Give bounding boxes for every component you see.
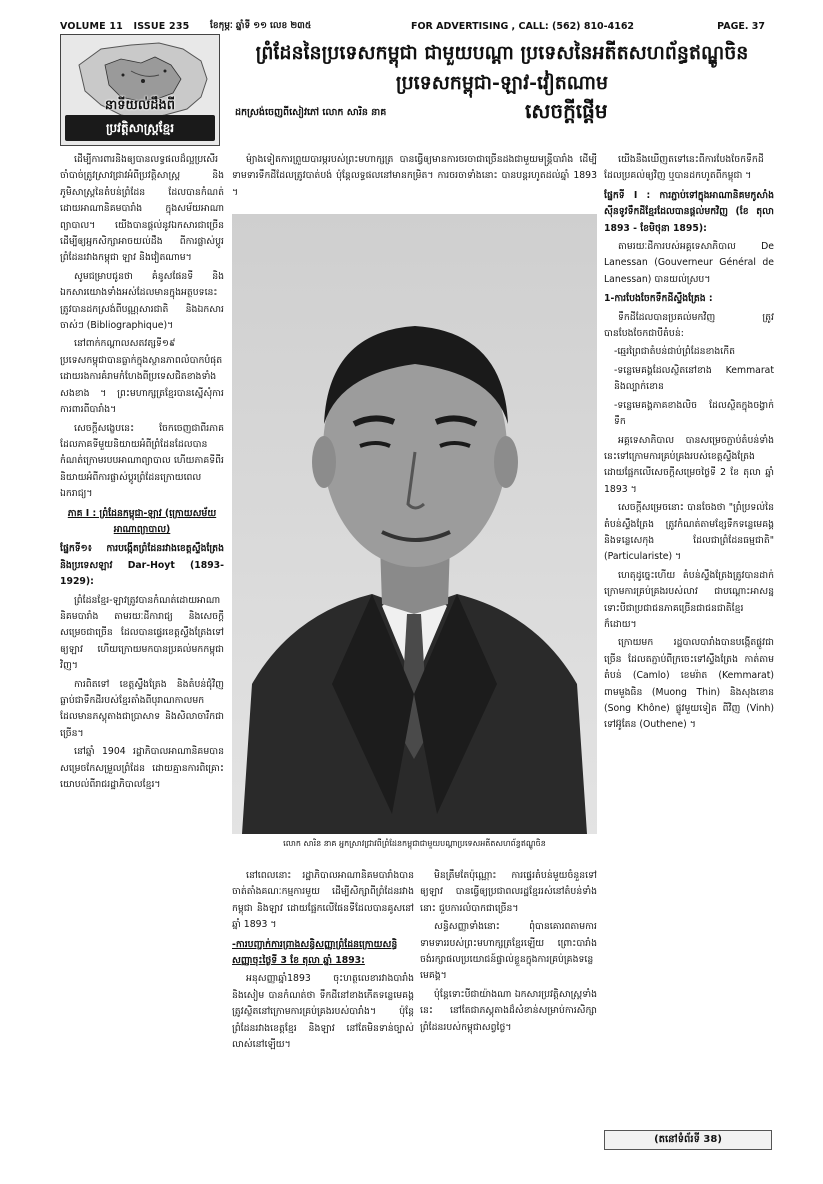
volume-number: VOLUME 11 [60,20,123,32]
page-header [60,18,765,34]
issue-number: ISSUE 235 [133,20,190,32]
photo-caption: លោក សារិន នាគ អ្នកស្រាវជ្រាវពីព្រំដែនកម្ពុជាជាមួយបណ្តាប្រទេសអតីតសហព័ន្ធឥណ្ឌូចិន [283,839,546,848]
section-heading: -ការបញ្ជាក់ការព្រាងសន្ធិសញ្ញាព្រំដែនក្រោយសន្ធិសញ្ញាចុះថ្ងៃទី 3 ខែ តុលា ឆ្នាំ 1893: [232,938,398,967]
paragraph: អនុសញ្ញាឆ្នាំ1893 ចុះហត្ថលេខារវាងបារាំង និងសៀម បានកំណត់ថា ទឹកដីនៅខាងកើតទន្លេមេគង្គ ត្រូវស្ថិតនៅក្រោមការគ្រប់គ្រងរបស់បារាំង។ ប៉ុន្តែព្រំដែនរវាងខេត្តខ្មែរ និងឡាវ នៅតែមិនទាន់ច្បាស់លាស់នៅឡើយ។ [232,973,414,1051]
text-column-2 [232,152,597,212]
text-column-4 [420,868,597,1154]
list-item: -ឆ្មេរព្រៃជាតំបន់ជាប់ព្រំដែនខាងកើត [614,346,736,358]
paragraph: ទឹកដីដែលបានប្រគល់មកវិញ ត្រូវបានបែងចែកជាបីតំបន់: [604,311,774,340]
paragraph: ហេតុដូច្នេះហើយ តំបន់ស្ទឹងត្រែងត្រូវបានដាក់ក្រោមការគ្រប់គ្រងរបស់លាវ ជាបណ្តោះអាសន្ន ទោះបីជាប្រជាជនភាគច្រើនជាជនជាតិខ្មែរក៏ដោយ។ [604,569,774,630]
paragraph: ក្រោយមក រដ្ឋបាលបារាំងបានបង្កើតផ្លូវជាច្រើន ដែលតភ្ជាប់ពីក្រចេះទៅស្ទឹងត្រែង កាត់តាមតំបន់ (Camlo) ខេមរ៉ាត (Kemmarat) ពាមមួងធិន (Muong Thin) និងសុងខោន (Song Khône) ផ្លូវមួយទៀត ពីវិញ (Vinh) ទៅអ៊ូតែន (Outhene) ។ [604,637,774,731]
paragraph: ព្រំដែនខ្មែរ-ឡាវត្រូវបានកំណត់ដោយអាណានិគមបារាំង តាមរយៈដីការាជ្យ និងសេចក្តីសម្រេចជាច្រើន ដែលបានផ្ទេរខេត្តស្ទឹងត្រែងទៅឲ្យឡាវ ហើយក្រោយមកបានប្រគល់មកកម្ពុជាវិញ។ [60,594,224,672]
summary-label: សេចក្តីផ្តើម [525,99,608,123]
volume-issue [60,21,210,32]
paragraph: នៅពេលនោះ រដ្ឋាភិបាលអាណានិគមបារាំងបានចាត់តាំងគណៈកម្មការមួយ ដើម្បីសិក្សាពីព្រំដែនរវាងកម្ពុជា និងឡាវ ដោយផ្អែកលើផែនទីដែលបានគូសនៅឆ្នាំ 1893 ។ [232,870,414,931]
paragraph: តាមរយៈដីការបស់អគ្គទេសាភិបាល De Lanessan (Gouverneur Général de Lanessan) បានយល់ស្រប។ [604,241,774,285]
paragraph: សន្ធិសញ្ញាទាំងនោះ ពុំបានគោរពតាមការទាមទាររបស់ព្រះមហាក្សត្រខ្មែរឡើយ ព្រោះបារាំងចង់រក្សាផលប្រយោជន៍ផ្ទាល់ខ្លួនក្នុងការគ្រប់គ្រងទន្លេមេគង្គ។ [420,921,597,982]
continued-notice: (តនៅទំព័រទី 38) [604,1130,772,1150]
paragraph: នៅពាក់កណ្តាលសតវត្សទី១៩ ប្រទេសកម្ពុជាបានធ្លាក់ក្នុងស្ថានភាពលំបាកបំផុត ដោយរងការគំរាមកំហែងពីប្រទេសជិតខាងទាំងសងខាង ។ ព្រះមហាក្សត្រខ្មែរបានស្នើសុំការការពារពីបារាំង។ [60,338,224,416]
section-heading: ភាគ I : ព្រំដែនកម្ពុជា-ឡាវ (ក្រោយសម័យអាណាព្យាបាល) [67,507,217,535]
list-item: -ទន្លេមេគង្គដែលស្ថិតនៅខាង Kemmarat និងល្បាក់ខោន [614,364,774,393]
paragraph: មិនត្រឹមតែប៉ុណ្ណោះ ការផ្ទេរតំបន់មួយចំនួនទៅឲ្យឡាវ បានធ្វើឲ្យប្រជាពលរដ្ឋខ្មែររស់នៅតំបន់ទាំងនោះ ជួបការលំបាកជាច្រើន។ [420,870,597,914]
paragraph: ប៉ុន្តែទោះបីជាយ៉ាងណា ឯកសារប្រវត្តិសាស្ត្រទាំងនេះ នៅតែជាភស្តុតាងដ៏សំខាន់សម្រាប់ការសិក្សាព្រំដែនរបស់កម្ពុជាសព្វថ្ងៃ។ [420,988,597,1033]
text-column-5 [604,152,774,1122]
logo-title: នាទីយល់ដឹងពី [104,98,176,113]
article-byline: ដកស្រង់ចេញពីសៀវភៅ លោក សារិន នាគ [235,107,387,118]
paragraph: សូមជម្រាបជូនថា គំនូសផែនទី និងឯកសារយោងទាំងអស់ដែលមានក្នុងអត្ថបទនេះ ត្រូវបានដកស្រង់ពីបណ្ណសារជាតិ និងឯកសារចាស់ៗ (Bibliographique)។ [60,270,224,332]
khmer-date: ខែកុម្ភៈ ឆ្នាំទី ១១ លេខ ២៣៥ [210,20,312,31]
section-heading: ផ្នែកទី I : ការភ្ជាប់ទៅក្នុងអាណានិគមកូសាំងស៊ីនទូវទឹកដីខ្មែរដែលបានផ្តល់មកវិញ (ខែ តុលា 1893 - ខែមិថុនា 1895): [604,189,774,234]
text-column-1 [60,152,224,1154]
paragraph: សេចក្តីសម្រេចនោះ បានចែងថា "ព្រំប្រទល់នៃតំបន់ស្ទឹងត្រែង ត្រូវកំណត់តាមខ្សែទឹកទន្លេមេគង្គ និងទន្លេសេកុង ដែលជាព្រំដែនធម្មជាតិ" (Particulariste) ។ [604,502,774,563]
paragraph: នៅឆ្នាំ 1904 រដ្ឋាភិបាលអាណានិគមបានសម្រេចកែសម្រួលព្រំដែន ដោយគ្មានការពិគ្រោះយោបល់ពីរាជរដ្ឋាភិបាលខ្មែរ។ [60,746,224,791]
headline-line-1: ព្រំដែននៃប្រទេសកម្ពុជា ជាមួយបណ្តា ប្រទេសនៃអតីតសហព័ន្ធឥណ្ឌូចិន [255,42,749,64]
portrait-image [232,214,597,834]
portrait-figure [232,214,597,854]
logo-subtitle: ប្រវត្តិសាស្ត្រខ្មែរ [65,115,215,141]
text-column-3 [232,868,414,1154]
headline-line-2: ប្រទេសកម្ពុជា-ឡាវ-វៀតណាម [395,72,609,94]
subsection-heading: 1-ការបែងចែកទឹកដីស្ទឹងត្រែង : [604,293,713,305]
list-item: -ទន្លេមេគង្គភាគខាងលិច ដែលស្ថិតក្នុងចង្វាក់ទឹក [614,399,774,428]
subsection-heading: ផ្នែកទី១៖ ការបង្កើតព្រំដែនរវាងខេត្តស្ទឹងត្រែង និងប្រទេសឡាវ Dar-Hoyt (1893-1929): [60,543,224,588]
advertising-contact: FOR ADVERTISING , CALL: (562) 810-4162 [410,20,635,32]
page-number: PAGE. 37 [717,20,765,32]
portrait-photo [232,214,597,834]
paragraph: ម៉្យាងទៀតការព្រួយបារម្ភរបស់ព្រះមហាក្សត្រ បានធ្វើឲ្យមានការចរចាជាច្រើនដងជាមួយមន្ត្រីបារាំង ដើម្បីទាមទារទឹកដីដែលត្រូវបាត់បង់ ប៉ុន្តែលទ្ធផលនៅមានកម្រិត។ ការចរចាទាំងនោះ បានបន្តរហូតដល់ឆ្នាំ 1893 ។ [232,154,597,198]
paragraph: សេចក្តីសង្ខេបនេះ ចែកចេញជាពីរភាគ ដែលភាគទីមួយនិយាយអំពីព្រំដែនដែលបានកំណត់ក្រោមរបបអាណាព្យាបាល ហើយភាគទីពីរនិយាយអំពីការផ្លាស់ប្តូរព្រំដែនក្រោយពេលឯករាជ្យ។ [60,422,224,500]
paragraph: យើងនឹងឃើញតទៅនេះពីការបែងចែកទឹកដីដែលប្រគល់ឲ្យវិញ ឬបានដកហូតពីកម្ពុជា ។ [604,154,764,182]
paragraph: ការពិតទៅ ខេត្តស្ទឹងត្រែង និងតំបន់ជុំវិញ ធ្លាប់ជាទឹកដីរបស់ខ្មែរតាំងពីបុរាណកាលមក ដែលមានភស្តុតាងជាប្រាសាទ និងសិលាចារឹកជាច្រើន។ [60,678,224,739]
section-logo [60,34,220,146]
paragraph: អគ្គទេសាភិបាល បានសម្រេចភ្ជាប់តំបន់ទាំងនេះទៅក្រោមការគ្រប់គ្រងរបស់ខេត្តស្ទឹងត្រែង ដោយផ្អែកលើសេចក្តីសម្រេចថ្ងៃទី 2 ខែ តុលា ឆ្នាំ 1893 ។ [604,434,774,495]
paragraph: ដើម្បីការពារនិងឲ្យបានលទ្ធផលដ៏ល្អប្រសើរ ចាំបាច់ត្រូវស្រាវជ្រាវអំពីប្រវត្តិសាស្ត្រ និងភូមិសាស្ត្រនៃតំបន់ព្រំដែន ដែលបានកំណត់ដោយអាណានិគមបារាំង ក្នុងសម័យអាណាព្យាបាល។ យើងបានផ្តល់នូវឯកសារជាច្រើនដើម្បីឲ្យអ្នកសិក្សាអាចយល់ដឹង ពីការផ្លាស់ប្តូរព្រំដែនរវាងកម្ពុជា ឡាវ និងវៀតណាម។ [60,154,224,264]
article-headline [232,38,772,98]
